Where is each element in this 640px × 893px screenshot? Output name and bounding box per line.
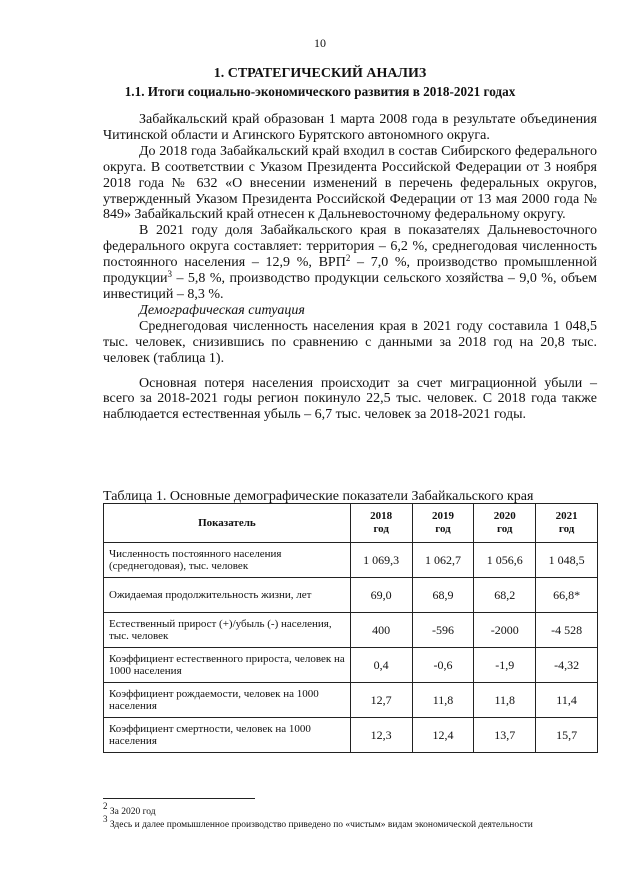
paragraph-population: Среднегодовая численность населения края в 2021 году составила 1 048,5 тыс. человек, снизившись по сравнению с данными за 2018 год на 20,8 тыс. человек (таблица 1). [103,318,597,366]
cell-value: 66,8* [536,578,598,613]
header-year-2018 [350,504,412,543]
footnote-text: За 2020 год [107,807,156,817]
row-label: Коэффициент смертности, человек на 1000 населения [104,718,351,753]
row-label: Численность постоянного населения (среднегодовая), тыс. человек [104,543,351,578]
header-year: 2020 [493,510,516,522]
row-label: Коэффициент естественного прироста, человек на 1000 населения [104,648,351,683]
cell-value: 1 069,3 [350,543,412,578]
cell-value: 69,0 [350,578,412,613]
cell-value: -1,9 [474,648,536,683]
table-row [104,718,598,753]
cell-value: 11,4 [536,683,598,718]
table-row [104,613,598,648]
cell-value: 13,7 [474,718,536,753]
footnote-mark: 2 [103,801,108,811]
row-label: Коэффициент рождаемости, человек на 1000 населения [104,683,351,718]
cell-value: 400 [350,613,412,648]
cell-value: -4 528 [536,613,598,648]
header-year-2020 [474,504,536,543]
paragraph-federal-district: До 2018 года Забайкальский край входил в состав Сибирского федерального округа. В соответствии с Указом Президента Российской Федерации от 3 ноября 2018 года № 632 «О внесении изменений в перечень федеральных округов, утвержденный Указом Президента Российской Федерации от 13 мая 2000 года № 849» Забайкальский край отнесен к Дальневосточному федеральному округу. [103,143,597,223]
cell-value: -0,6 [412,648,474,683]
table-row [104,543,598,578]
footnote-text: Здесь и далее промышленное производство приведено по «чистым» видам экономической деятельности [107,820,533,830]
footnote-mark: 3 [103,814,108,824]
cell-value: -2000 [474,613,536,648]
cell-value: 12,4 [412,718,474,753]
header-unit: год [373,523,389,535]
paragraph-migration: Основная потеря населения происходит за счет миграционной убыли – всего за 2018-2021 годы регион покинуло 22,5 тыс. человек. С 2018 года также наблюдается естественная убыль – 6,7 тыс. человек за 2018-2021 годы. [103,375,597,423]
header-year-2021 [536,504,598,543]
cell-value: 1 048,5 [536,543,598,578]
footnotes [103,801,603,832]
footnote-ref-3[interactable]: 3 [167,269,172,280]
footnote-separator [103,798,255,799]
cell-value: 12,7 [350,683,412,718]
cell-value: 11,8 [412,683,474,718]
cell-value: 15,7 [536,718,598,753]
body-text [103,112,597,423]
header-unit: год [435,523,451,535]
paragraph-shares-part3: – 5,8 %, производство продукции сельского хозяйства – 9,0 %, объем инвестиций – 8,3 %. [103,271,597,302]
cell-value: 0,4 [350,648,412,683]
header-year: 2019 [431,510,454,522]
table-row [104,578,598,613]
header-year: 2018 [370,510,393,522]
cell-value: 11,8 [474,683,536,718]
header-unit: год [558,523,575,535]
demography-section-title: Демографическая ситуация [139,302,305,318]
cell-value: 1 056,6 [474,543,536,578]
paragraph-formation: Забайкальский край образован 1 марта 2008 года в результате объединения Читинской области и Агинского Бурятского автономного округа. [103,112,597,143]
table-caption: Таблица 1. Основные демографические показатели Забайкальского края [103,489,534,504]
subsection-heading: 1.1. Итоги социально-экономического развития в 2018-2021 годах [124,84,516,99]
demographics-table [103,503,598,753]
row-label: Естественный прирост (+)/убыль (-) населения, тыс. человек [104,613,351,648]
cell-value: 12,3 [350,718,412,753]
row-label: Ожидаемая продолжительность жизни, лет [104,578,351,613]
paragraph-shares-part1: В 2021 году доля Забайкальского края в показателях Дальневосточного федерального округа составляет: территория – 6,2 %, среднегодовая численность постоянного населения – 12,9 %, ВРП [103,223,597,271]
cell-value: -596 [412,613,474,648]
section-heading: 1. СТРАТЕГИЧЕСКИЙ АНАЛИЗ [213,66,427,81]
paragraph-shares-part2: – 7,0 %, производство промышленной продукции [103,255,597,287]
header-indicator: Показатель [104,504,351,543]
table-header-row [104,504,598,543]
cell-value: -4,32 [536,648,598,683]
cell-value: 1 062,7 [412,543,474,578]
footnote-2 [103,801,603,819]
paragraph-shares [103,223,597,303]
footnote-ref-2[interactable]: 2 [345,253,351,264]
header-year-2019 [412,504,474,543]
footnote-3 [103,814,603,832]
cell-value: 68,9 [412,578,474,613]
header-year: 2021 [555,510,578,522]
header-unit: год [497,523,513,535]
table-row [104,648,598,683]
cell-value: 68,2 [474,578,536,613]
table-row [104,683,598,718]
page-number: 10 [314,36,326,50]
